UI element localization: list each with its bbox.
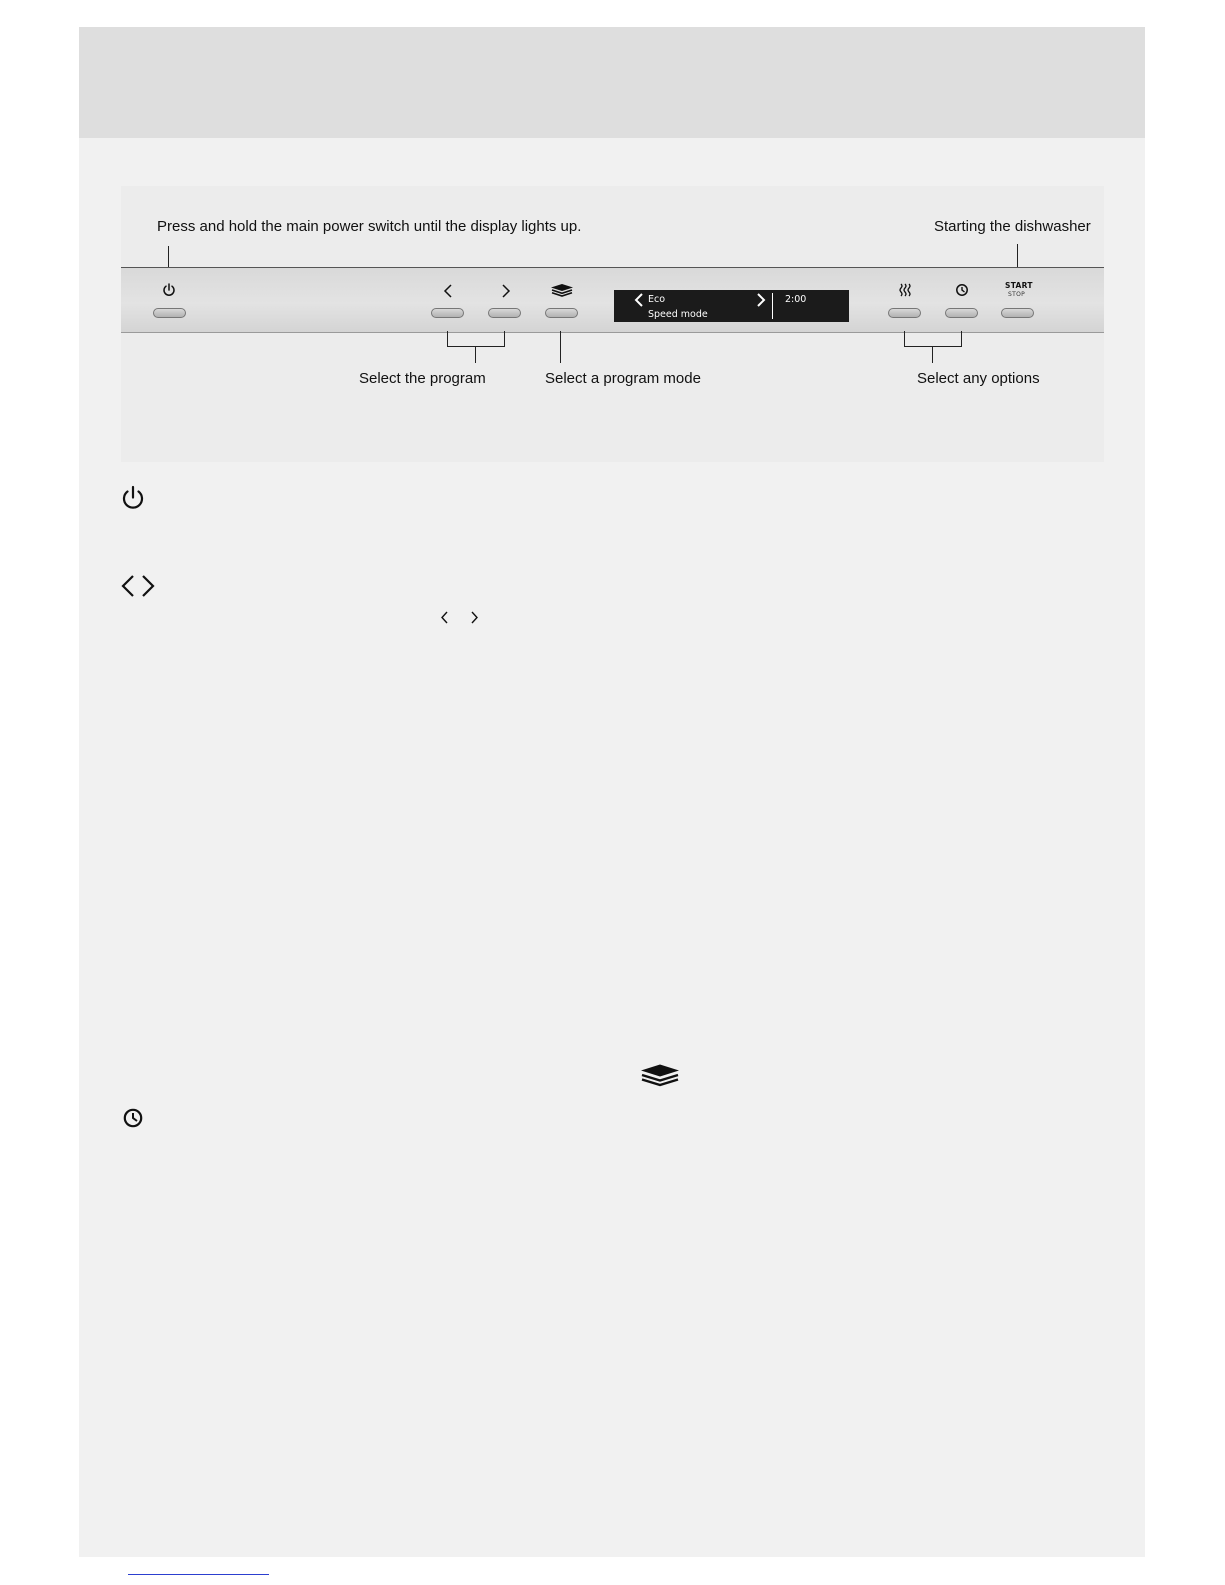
display-time: 2:00: [785, 294, 807, 305]
chevron-right-icon: [500, 283, 512, 299]
layers-icon: [549, 283, 575, 297]
start-label: START: [1005, 281, 1033, 290]
callout-power: Press and hold the main power switch until the display lights up.: [157, 218, 582, 235]
callout-start: Starting the dishwasher: [934, 218, 1091, 235]
callout-mode: Select a program mode: [545, 370, 701, 387]
inline-chevron-right-icon: [469, 610, 479, 625]
start-stop-button[interactable]: [1001, 308, 1034, 318]
program-mode-button[interactable]: [545, 308, 578, 318]
leader-program-bridge: [447, 346, 505, 347]
clock-icon: [955, 283, 969, 297]
program-section-icon: [121, 574, 155, 598]
footer-link-underline[interactable]: [128, 1574, 269, 1575]
power-icon: [162, 283, 176, 297]
leader-options-left: [904, 331, 905, 347]
display-chevron-left-icon: [634, 293, 644, 307]
program-next-button[interactable]: [488, 308, 521, 318]
power-section-icon: [120, 485, 146, 511]
timer-section-icon: [122, 1107, 144, 1129]
leader-program-left: [447, 331, 448, 347]
inline-chevron-left-icon: [440, 610, 450, 625]
leader-options-stem: [932, 346, 933, 363]
header-band: [79, 27, 1145, 138]
callout-options: Select any options: [917, 370, 1040, 387]
control-panel: [121, 268, 1104, 333]
power-button[interactable]: [153, 308, 186, 318]
timer-option-button[interactable]: [945, 308, 978, 318]
display-chevron-right-icon: [756, 293, 766, 307]
callout-program: Select the program: [359, 370, 486, 387]
program-prev-button[interactable]: [431, 308, 464, 318]
drying-option-button[interactable]: [888, 308, 921, 318]
display-divider: [772, 293, 773, 319]
leader-options-right: [961, 331, 962, 347]
chevron-left-icon: [442, 283, 454, 299]
leader-mode: [560, 331, 561, 363]
leader-options-bridge: [904, 346, 962, 347]
display-mode: Speed mode: [648, 309, 708, 320]
leader-program-stem: [475, 346, 476, 363]
stop-label: STOP: [1008, 291, 1026, 298]
steam-icon: [898, 283, 912, 297]
program-mode-section-icon: [638, 1063, 682, 1087]
leader-program-right: [504, 331, 505, 347]
program-display: [614, 290, 849, 322]
display-program: Eco: [648, 294, 666, 305]
